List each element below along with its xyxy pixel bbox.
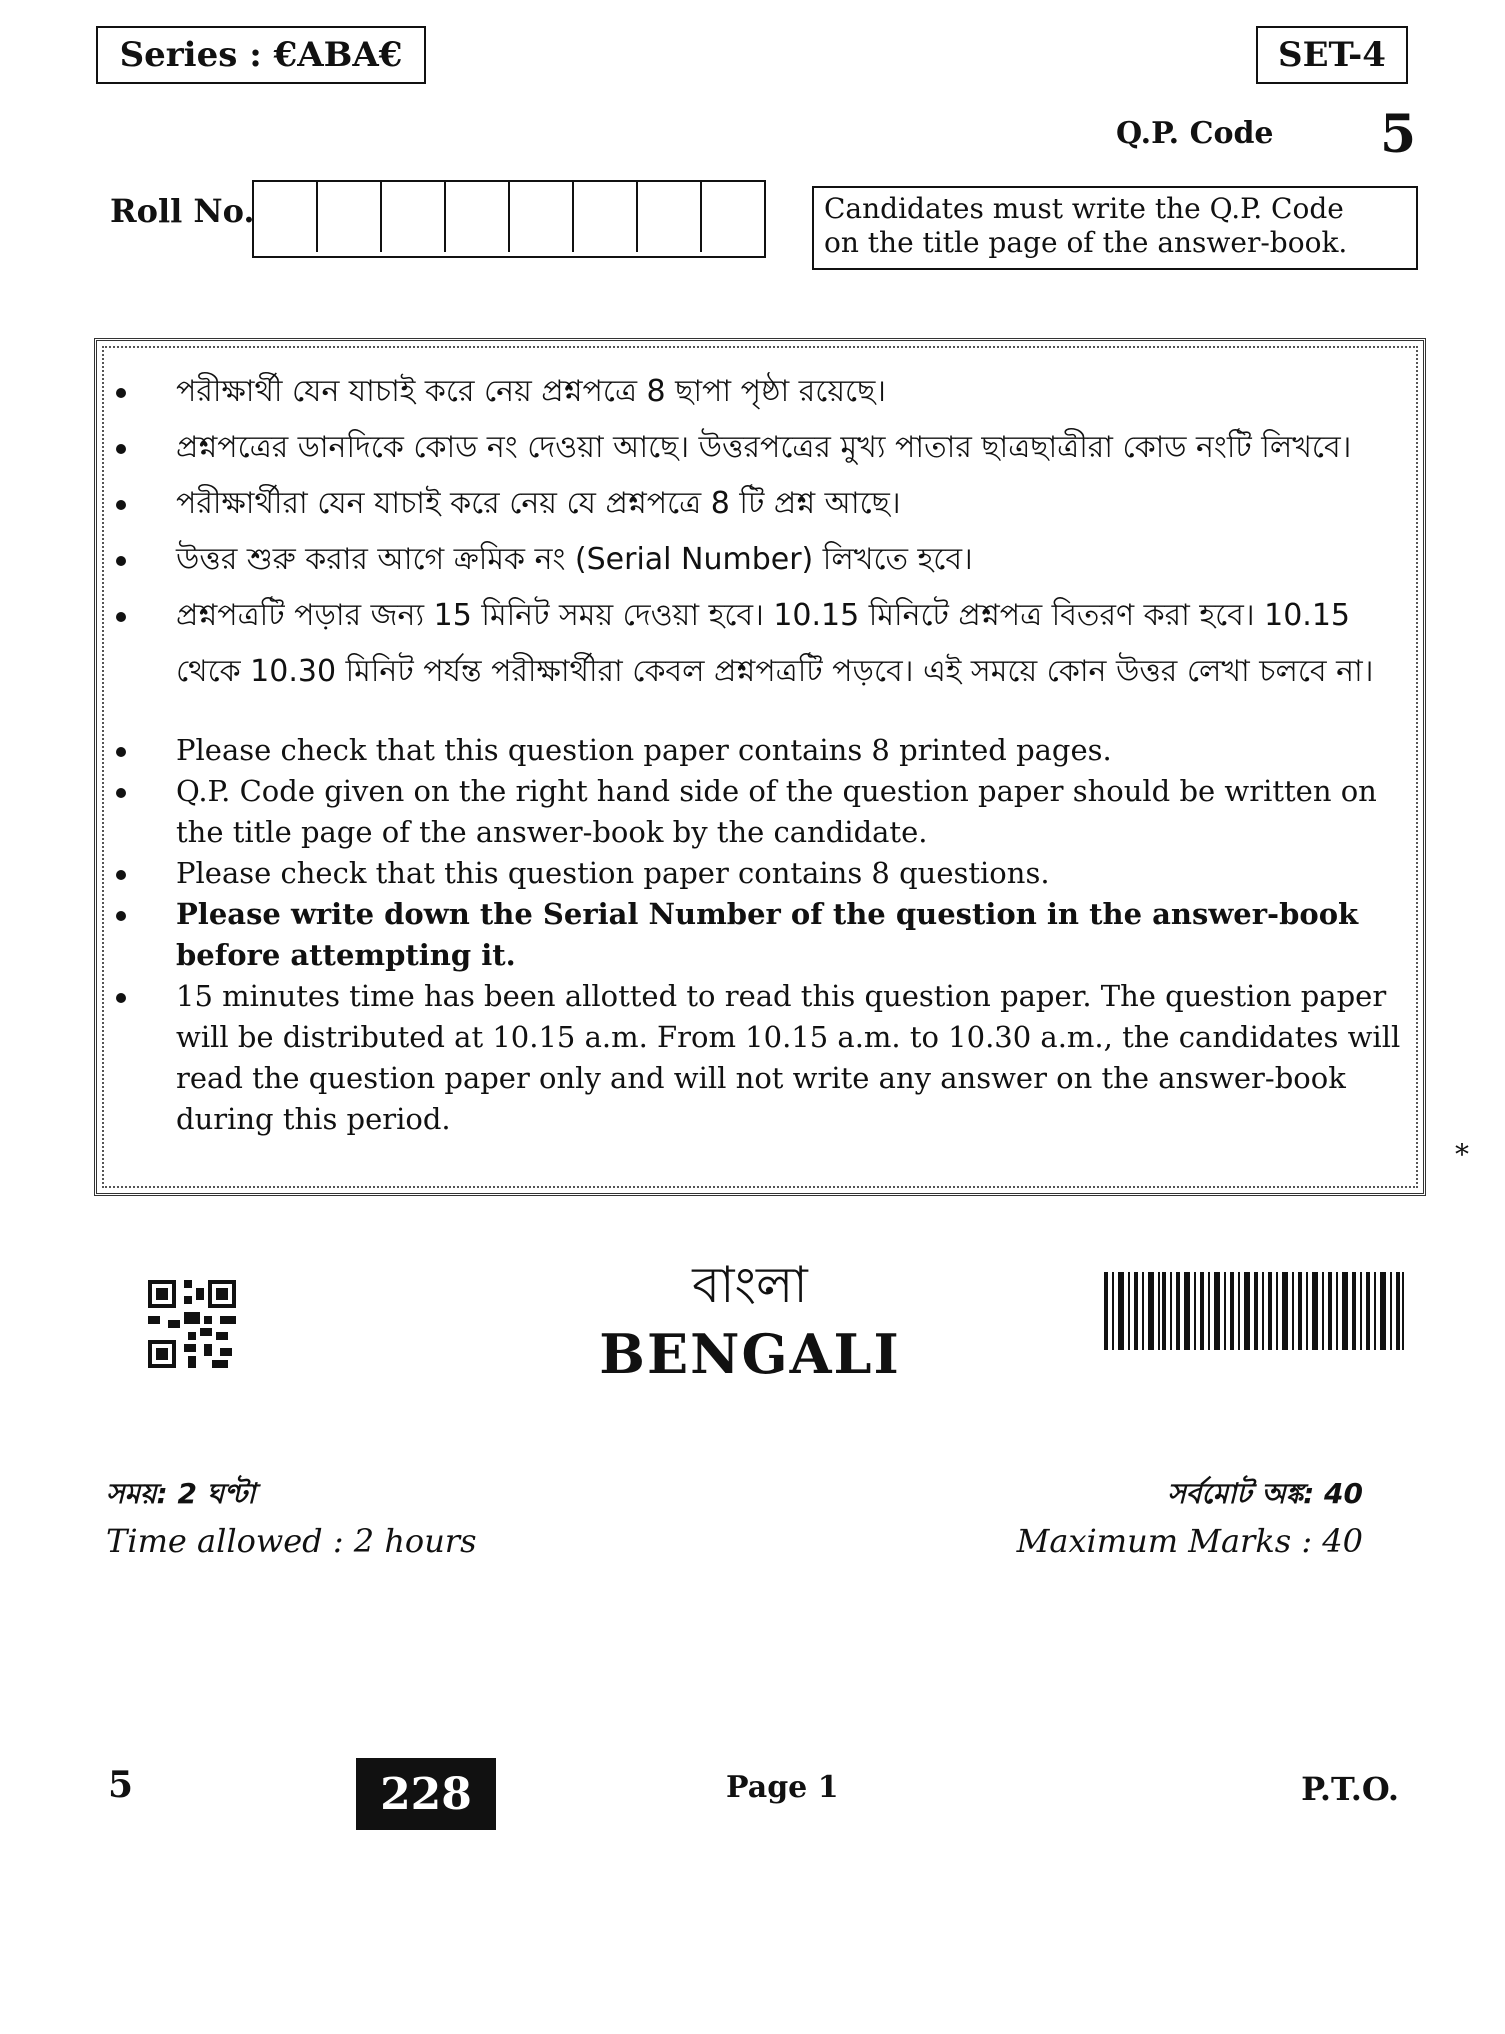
roll-no-label: Roll No. xyxy=(110,192,255,230)
set-label: SET-4 xyxy=(1256,26,1408,84)
bullet-icon xyxy=(116,747,126,757)
star-mark: * xyxy=(1455,1138,1469,1171)
barcode-icon xyxy=(1104,1272,1404,1350)
series-label: Series : €ABA€ xyxy=(96,26,426,84)
bullet-icon xyxy=(116,500,126,510)
instruction-en: Please check that this question paper contains 8 questions. xyxy=(116,853,1408,894)
bullet-icon xyxy=(116,444,126,454)
qr-code-icon xyxy=(148,1280,236,1368)
qp-code-label: Q.P. Code xyxy=(1116,116,1274,151)
bullet-icon xyxy=(116,388,126,398)
qp-code-value: 5 xyxy=(1380,104,1417,165)
bullet-icon xyxy=(116,911,126,921)
instruction-bn: পরীক্ষার্থীরা যেন যাচাই করে নেয় যে প্রশ্নপত্রে 8 টি প্রশ্ন আছে। xyxy=(116,476,1408,532)
instruction-bn: পরীক্ষার্থী যেন যাচাই করে নেয় প্রশ্নপত্রে 8 ছাপা পৃষ্ঠা রয়েছে। xyxy=(116,364,1408,420)
pto-label: P.T.O. xyxy=(1301,1770,1399,1808)
max-marks-bengali: সর্বমোট অঙ্ক: 40 xyxy=(1167,1477,1363,1510)
footer-paper-code: 228 xyxy=(356,1758,496,1830)
roll-no-cell[interactable] xyxy=(638,182,702,252)
roll-no-cell[interactable] xyxy=(254,182,318,252)
time-allowed-english: Time allowed : 2 hours xyxy=(106,1522,477,1560)
roll-no-cell[interactable] xyxy=(382,182,446,252)
instruction-bn: উত্তর শুরু করার আগে ক্রমিক নং (Serial Number) লিখতে হবে। xyxy=(116,532,1408,588)
roll-no-cell[interactable] xyxy=(702,182,764,252)
candidate-note-line: on the title page of the answer-book. xyxy=(824,226,1348,259)
roll-no-boxes[interactable] xyxy=(252,180,766,258)
bullet-icon xyxy=(116,788,126,798)
roll-no-cell[interactable] xyxy=(510,182,574,252)
max-marks-english: Maximum Marks : 40 xyxy=(1016,1522,1363,1560)
subject-title-bengali: বাংলা xyxy=(692,1256,808,1314)
instruction-bn: প্রশ্নপত্রের ডানদিকে কোড নং দেওয়া আছে। উত্তরপত্রের মুখ্য পাতার ছাত্রছাত্রীরা কোড নংটি লিখবে। xyxy=(116,420,1408,476)
instructions-list xyxy=(116,364,1408,1140)
roll-no-cell[interactable] xyxy=(574,182,638,252)
instruction-en: Please write down the Serial Number of the question in the answer-book before attempting it. xyxy=(116,894,1408,976)
page-number: Page 1 xyxy=(726,1770,839,1805)
bullet-icon xyxy=(116,870,126,880)
subject-title-english: BENGALI xyxy=(599,1322,901,1386)
instruction-en: 15 minutes time has been allotted to read this question paper. The question paper will be distributed at 10.15 a.m. From 10.15 a.m. to 10.30 a.m., the candidates will read the question paper only and will not write any answer on the answer-book during this period. xyxy=(116,976,1408,1140)
roll-no-cell[interactable] xyxy=(318,182,382,252)
bullet-icon xyxy=(116,556,126,566)
instruction-en: Q.P. Code given on the right hand side of the question paper should be written on the title page of the answer-book by the candidate. xyxy=(116,771,1408,853)
time-allowed-bengali: সময়: 2 ঘণ্টা xyxy=(106,1477,256,1510)
candidate-note xyxy=(812,186,1418,270)
instruction-bn: প্রশ্নপত্রটি পড়ার জন্য 15 মিনিট সময় দেওয়া হবে। 10.15 মিনিটে প্রশ্নপত্র বিতরণ করা হবে। 10.15 থেকে 10.30 মিনিট পর্যন্ত পরীক্ষার্থীরা কেবল প্রশ্নপত্রটি পড়বে। এই সময়ে কোন উত্তর লেখা চলবে না। xyxy=(116,588,1408,700)
candidate-note-line: Candidates must write the Q.P. Code xyxy=(824,192,1344,225)
bullet-icon xyxy=(116,612,126,622)
footer-qp-code: 5 xyxy=(108,1764,134,1806)
roll-no-cell[interactable] xyxy=(446,182,510,252)
bullet-icon xyxy=(116,993,126,1003)
instruction-en: Please check that this question paper contains 8 printed pages. xyxy=(116,730,1408,771)
